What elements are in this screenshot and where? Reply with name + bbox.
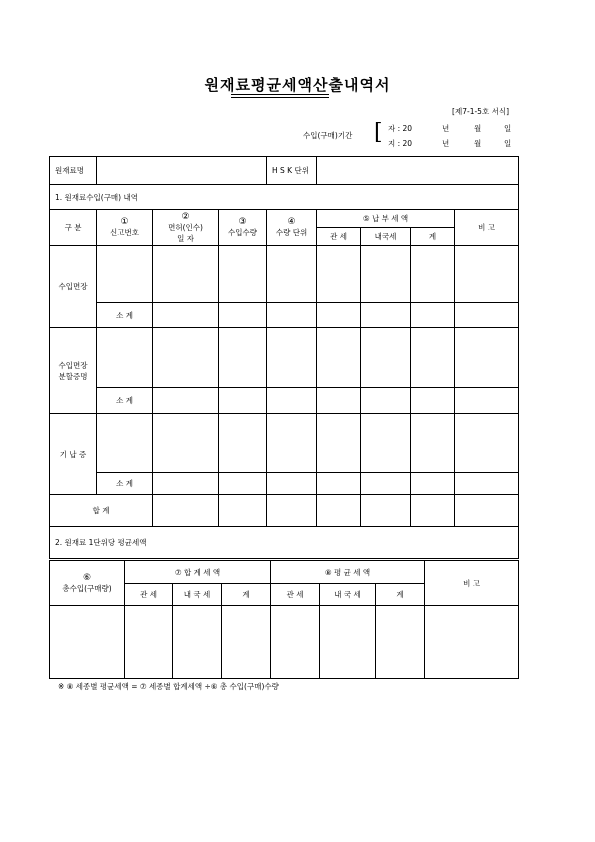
table-cell[interactable] bbox=[455, 388, 519, 414]
table-cell[interactable] bbox=[317, 303, 361, 328]
table-cell[interactable] bbox=[361, 473, 411, 495]
period-label: 수입(구매)기간 bbox=[303, 131, 353, 140]
table-cell[interactable] bbox=[219, 388, 267, 414]
table-cell[interactable] bbox=[317, 328, 361, 388]
group-prior-payment: 기 납 증 bbox=[50, 414, 97, 495]
table-cell[interactable] bbox=[125, 606, 173, 679]
form-number: [제7-1-5호 서식] bbox=[452, 107, 509, 116]
table-cell[interactable] bbox=[219, 303, 267, 328]
table-cell[interactable] bbox=[219, 328, 267, 388]
table-cell[interactable] bbox=[219, 414, 267, 473]
col-tax-sum: 계 bbox=[411, 228, 455, 246]
table-cell[interactable] bbox=[97, 246, 153, 303]
table-cell[interactable] bbox=[411, 414, 455, 473]
section1-table bbox=[49, 156, 519, 559]
hsk-unit-label: H S K 단위 bbox=[267, 157, 317, 185]
table-cell[interactable] bbox=[425, 606, 519, 679]
col-remark-2: 비 고 bbox=[425, 561, 519, 606]
table-cell[interactable] bbox=[455, 495, 519, 527]
table-cell[interactable] bbox=[361, 495, 411, 527]
table-cell[interactable] bbox=[411, 388, 455, 414]
table-cell[interactable] bbox=[173, 606, 222, 679]
table-cell[interactable] bbox=[153, 328, 219, 388]
period-from-prefix: 자 : 20 bbox=[388, 124, 413, 133]
table-cell[interactable] bbox=[411, 328, 455, 388]
col-avg-customs: 관 세 bbox=[271, 584, 320, 606]
table-cell[interactable] bbox=[317, 246, 361, 303]
subtotal-label: 소 계 bbox=[97, 388, 153, 414]
table-cell[interactable] bbox=[317, 388, 361, 414]
table-cell[interactable] bbox=[153, 303, 219, 328]
table-cell[interactable] bbox=[219, 495, 267, 527]
table-cell[interactable] bbox=[361, 303, 411, 328]
table-cell[interactable] bbox=[361, 246, 411, 303]
table-cell[interactable] bbox=[411, 473, 455, 495]
group-import-license: 수입면장 bbox=[50, 246, 97, 328]
table-cell[interactable] bbox=[267, 414, 317, 473]
period-from-year: 년 bbox=[442, 124, 450, 133]
table-cell[interactable] bbox=[455, 246, 519, 303]
table-cell[interactable] bbox=[97, 414, 153, 473]
period-to-day: 일 bbox=[504, 139, 512, 148]
group-split-certificate: 수입면장 분할증명 bbox=[50, 328, 97, 414]
col-average-tax: ⑧ 평 균 세 액 bbox=[271, 561, 425, 584]
table-cell[interactable] bbox=[376, 606, 425, 679]
table-cell[interactable] bbox=[411, 303, 455, 328]
col-qty-unit: ④ 수량 단위 bbox=[267, 210, 317, 246]
period-to-month: 월 bbox=[474, 139, 482, 148]
col-customs: 관 세 bbox=[317, 228, 361, 246]
col-total-import: ⑥ 총수입(구매량) bbox=[50, 561, 125, 606]
table-cell[interactable] bbox=[271, 606, 320, 679]
table-cell[interactable] bbox=[219, 473, 267, 495]
period-bracket: [ bbox=[374, 120, 383, 145]
section1-title: 1. 원재료수입(구매) 내역 bbox=[50, 185, 519, 210]
col-category: 구 분 bbox=[50, 210, 97, 246]
table-cell[interactable] bbox=[455, 414, 519, 473]
title-underline bbox=[231, 94, 329, 95]
section2-table bbox=[49, 560, 519, 679]
table-cell[interactable] bbox=[267, 388, 317, 414]
title-underline-2 bbox=[231, 97, 329, 98]
col-total-tax: ⑦ 합 계 세 액 bbox=[125, 561, 271, 584]
table-cell[interactable] bbox=[411, 495, 455, 527]
period-from-day: 일 bbox=[504, 124, 512, 133]
col-total-domestic: 내 국 세 bbox=[173, 584, 222, 606]
table-cell[interactable] bbox=[97, 328, 153, 388]
subtotal-label: 소 계 bbox=[97, 473, 153, 495]
table-cell[interactable] bbox=[219, 246, 267, 303]
table-cell[interactable] bbox=[455, 473, 519, 495]
col-avg-sum: 계 bbox=[376, 584, 425, 606]
formula-note: ※ ⑧ 세종별 평균세액 = ⑦ 세종별 합계세액 ÷⑥ 총 수입(구매)수량 bbox=[58, 682, 279, 691]
table-cell[interactable] bbox=[222, 606, 271, 679]
table-cell[interactable] bbox=[267, 473, 317, 495]
col-domestic-tax: 내국세 bbox=[361, 228, 411, 246]
hsk-unit-value[interactable] bbox=[317, 157, 519, 185]
col-license-date: ② 면허(인수) 일 자 bbox=[153, 210, 219, 246]
table-cell[interactable] bbox=[50, 606, 125, 679]
col-import-qty: ③ 수입수량 bbox=[219, 210, 267, 246]
col-declaration-no: ① 신고번호 bbox=[97, 210, 153, 246]
table-cell[interactable] bbox=[267, 328, 317, 388]
subtotal-label: 소 계 bbox=[97, 303, 153, 328]
table-cell[interactable] bbox=[317, 473, 361, 495]
col-remark: 비 고 bbox=[455, 210, 519, 246]
col-avg-domestic: 내 국 세 bbox=[320, 584, 376, 606]
table-cell[interactable] bbox=[320, 606, 376, 679]
table-cell[interactable] bbox=[455, 303, 519, 328]
table-cell[interactable] bbox=[361, 414, 411, 473]
col-tax-paid: ⑤ 납 부 세 액 bbox=[317, 210, 455, 228]
table-cell[interactable] bbox=[153, 246, 219, 303]
period-to-prefix: 지 : 20 bbox=[388, 139, 413, 148]
material-name-label: 원재료명 bbox=[50, 157, 97, 185]
col-total-sum: 계 bbox=[222, 584, 271, 606]
period-from-month: 월 bbox=[474, 124, 482, 133]
table-cell[interactable] bbox=[153, 495, 219, 527]
table-cell[interactable] bbox=[153, 388, 219, 414]
table-cell[interactable] bbox=[317, 414, 361, 473]
table-cell[interactable] bbox=[411, 246, 455, 303]
table-cell[interactable] bbox=[267, 495, 317, 527]
table-cell[interactable] bbox=[153, 414, 219, 473]
total-label: 합 계 bbox=[50, 495, 153, 527]
table-cell[interactable] bbox=[361, 388, 411, 414]
section2-title: 2. 원재료 1단위당 평균세액 bbox=[50, 527, 519, 559]
table-cell[interactable] bbox=[455, 328, 519, 388]
material-name-value[interactable] bbox=[97, 157, 267, 185]
table-cell[interactable] bbox=[267, 246, 317, 303]
table-cell[interactable] bbox=[317, 495, 361, 527]
period-to-year: 년 bbox=[442, 139, 450, 148]
table-cell[interactable] bbox=[153, 473, 219, 495]
table-cell[interactable] bbox=[361, 328, 411, 388]
col-total-customs: 관 세 bbox=[125, 584, 173, 606]
table-cell[interactable] bbox=[267, 303, 317, 328]
form-title: 원재료평균세액산출내역서 bbox=[204, 76, 391, 94]
